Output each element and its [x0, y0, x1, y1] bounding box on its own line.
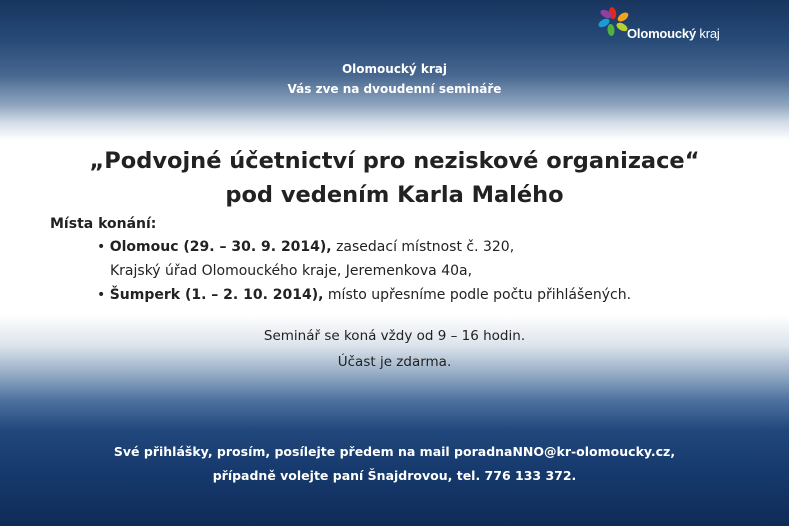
venue-item-olomouc [97, 239, 514, 255]
seminar-title [0, 144, 789, 212]
venues-label: Místa konání: [50, 216, 157, 232]
invitation-header [0, 59, 789, 99]
registration-email-line: Své přihlášky, prosím, posílejte předem na mail poradnaNNO@kr-olomoucky.cz, [113, 444, 676, 459]
venue-detail-sumperk: místo upřesníme podle počtu přihlášených. [323, 287, 632, 303]
logo-brand-bold: Olomoucký [627, 26, 696, 41]
logo-wordmark [627, 26, 720, 41]
invitation-text: Vás zve na dvoudenní semináře [287, 82, 502, 96]
bullet: • [97, 239, 106, 255]
seminar-title-line1: „Podvojné účetnictví pro neziskové organizace“ [89, 148, 700, 174]
bullet: • [97, 287, 106, 303]
olomoucky-kraj-logo [597, 4, 767, 48]
venue-place-sumperk: Šumperk (1. – 2. 10. 2014), [109, 287, 324, 303]
seminar-fee: Účast je zdarma. [337, 354, 452, 370]
seminar-hours: Seminář se koná vždy od 9 – 16 hodin. [263, 328, 526, 344]
seminar-info [0, 323, 789, 375]
venue-detail-olomouc: zasedací místnost č. 320, [331, 239, 515, 255]
logo-brand-light: kraj [699, 26, 720, 41]
registration-phone-line: případně volejte paní Šnajdrovou, tel. 776 133 372. [212, 468, 577, 483]
organizer-name: Olomoucký kraj [341, 62, 448, 76]
seminar-title-line2: pod vedením Karla Malého [225, 182, 564, 208]
venue-item-sumperk [97, 287, 631, 303]
venue-address-olomouc: Krajský úřad Olomouckého kraje, Jeremenkova 40a, [110, 263, 473, 279]
registration-footer [0, 440, 789, 488]
flower-logo-icon [597, 6, 631, 36]
venue-place-olomouc: Olomouc (29. – 30. 9. 2014), [109, 239, 332, 255]
